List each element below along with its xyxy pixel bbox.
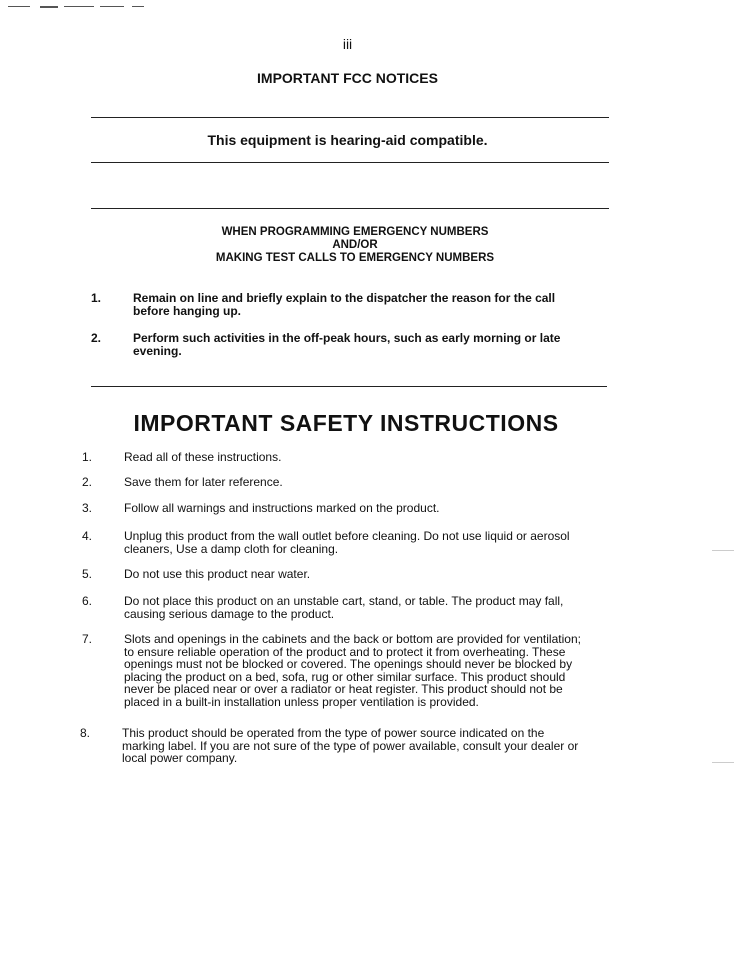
safety-item-line: causing serious damage to the product. (124, 606, 335, 621)
safety-item-number: 8. (80, 726, 91, 740)
safety-item-line: Slots and openings in the cabinets and the back or bottom are provided for ventilation; (124, 632, 581, 646)
fcc-item-line: Perform such activities in the off-peak hours, such as early morning or late (133, 331, 561, 345)
safety-item-line: placing the product on a bed, sofa, rug or other similar surface. This product should (124, 669, 566, 684)
scan-artifact (100, 6, 124, 7)
divider (91, 386, 607, 387)
safety-instructions-title: IMPORTANT SAFETY INSTRUCTIONS (133, 410, 559, 436)
fcc-item-line: evening. (133, 344, 182, 358)
margin-mark (712, 762, 734, 763)
safety-item-number: 7. (82, 632, 93, 646)
safety-item-number: 4. (82, 529, 93, 543)
fcc-item-text (133, 292, 603, 318)
emergency-heading (0, 226, 710, 265)
page-number: iii (342, 36, 353, 52)
safety-item-line: Do not use this product near water. (124, 567, 311, 581)
safety-item-line: to ensure reliable operation of the product and to protect it from overheating. These (124, 644, 566, 659)
safety-item-text (124, 568, 614, 581)
safety-item-line: local power company. (122, 751, 238, 765)
safety-item-number: 2. (82, 475, 93, 489)
fcc-notices-title: IMPORTANT FCC NOTICES (257, 70, 438, 86)
safety-item-text (124, 633, 624, 708)
fcc-item-number: 2. (91, 331, 102, 345)
scan-artifact (8, 6, 30, 7)
safety-item-number: 1. (82, 450, 93, 464)
safety-item-text (122, 727, 612, 765)
safety-item-number: 3. (82, 501, 93, 515)
safety-item-line: This product should be operated from the type of power source indicated on the (122, 726, 545, 740)
fcc-item-text (133, 332, 603, 358)
safety-item-text (124, 476, 614, 489)
fcc-item-line: Remain on line and briefly explain to the dispatcher the reason for the call (133, 291, 556, 305)
divider (91, 117, 609, 118)
divider (91, 208, 609, 209)
safety-item-line: cleaners, Use a damp cloth for cleaning. (124, 541, 339, 556)
safety-item-number: 5. (82, 567, 93, 581)
safety-item-line: marking label. If you are not sure of the type of power available, consult your dealer or (122, 738, 579, 753)
safety-item-text (124, 502, 614, 515)
safety-item-line: Do not place this product on an unstable cart, stand, or table. The product may fall, (124, 594, 564, 608)
emergency-heading-line: WHEN PROGRAMMING EMERGENCY NUMBERS (221, 226, 489, 238)
divider (91, 162, 609, 163)
safety-item-text (124, 451, 614, 464)
safety-item-number: 6. (82, 594, 93, 608)
scan-artifact (132, 6, 144, 7)
safety-item-line: openings must not be blocked or covered. The openings should never be blocked by (124, 657, 573, 671)
safety-item-line: Unplug this product from the wall outlet before cleaning. Do not use liquid or aerosol (124, 529, 570, 543)
safety-item-text (124, 530, 614, 555)
hearing-aid-notice: This equipment is hearing-aid compatible. (207, 132, 488, 148)
scan-artifact (64, 6, 94, 7)
safety-item-line: Save them for later reference. (124, 475, 283, 489)
safety-item-line: placed in a built-in installation unless proper ventilation is provided. (124, 694, 479, 709)
fcc-item-line: before hanging up. (133, 304, 241, 318)
emergency-heading-line: MAKING TEST CALLS TO EMERGENCY NUMBERS (215, 252, 495, 264)
margin-mark (712, 550, 734, 551)
safety-item-text (124, 595, 614, 620)
safety-item-line: Read all of these instructions. (124, 450, 282, 464)
emergency-heading-line: AND/OR (332, 239, 378, 251)
safety-item-line: never be placed near or over a radiator or heat register. This product should not be (124, 682, 563, 696)
scan-artifact (40, 6, 58, 8)
fcc-item-number: 1. (91, 291, 102, 305)
safety-item-line: Follow all warnings and instructions marked on the product. (124, 501, 440, 515)
